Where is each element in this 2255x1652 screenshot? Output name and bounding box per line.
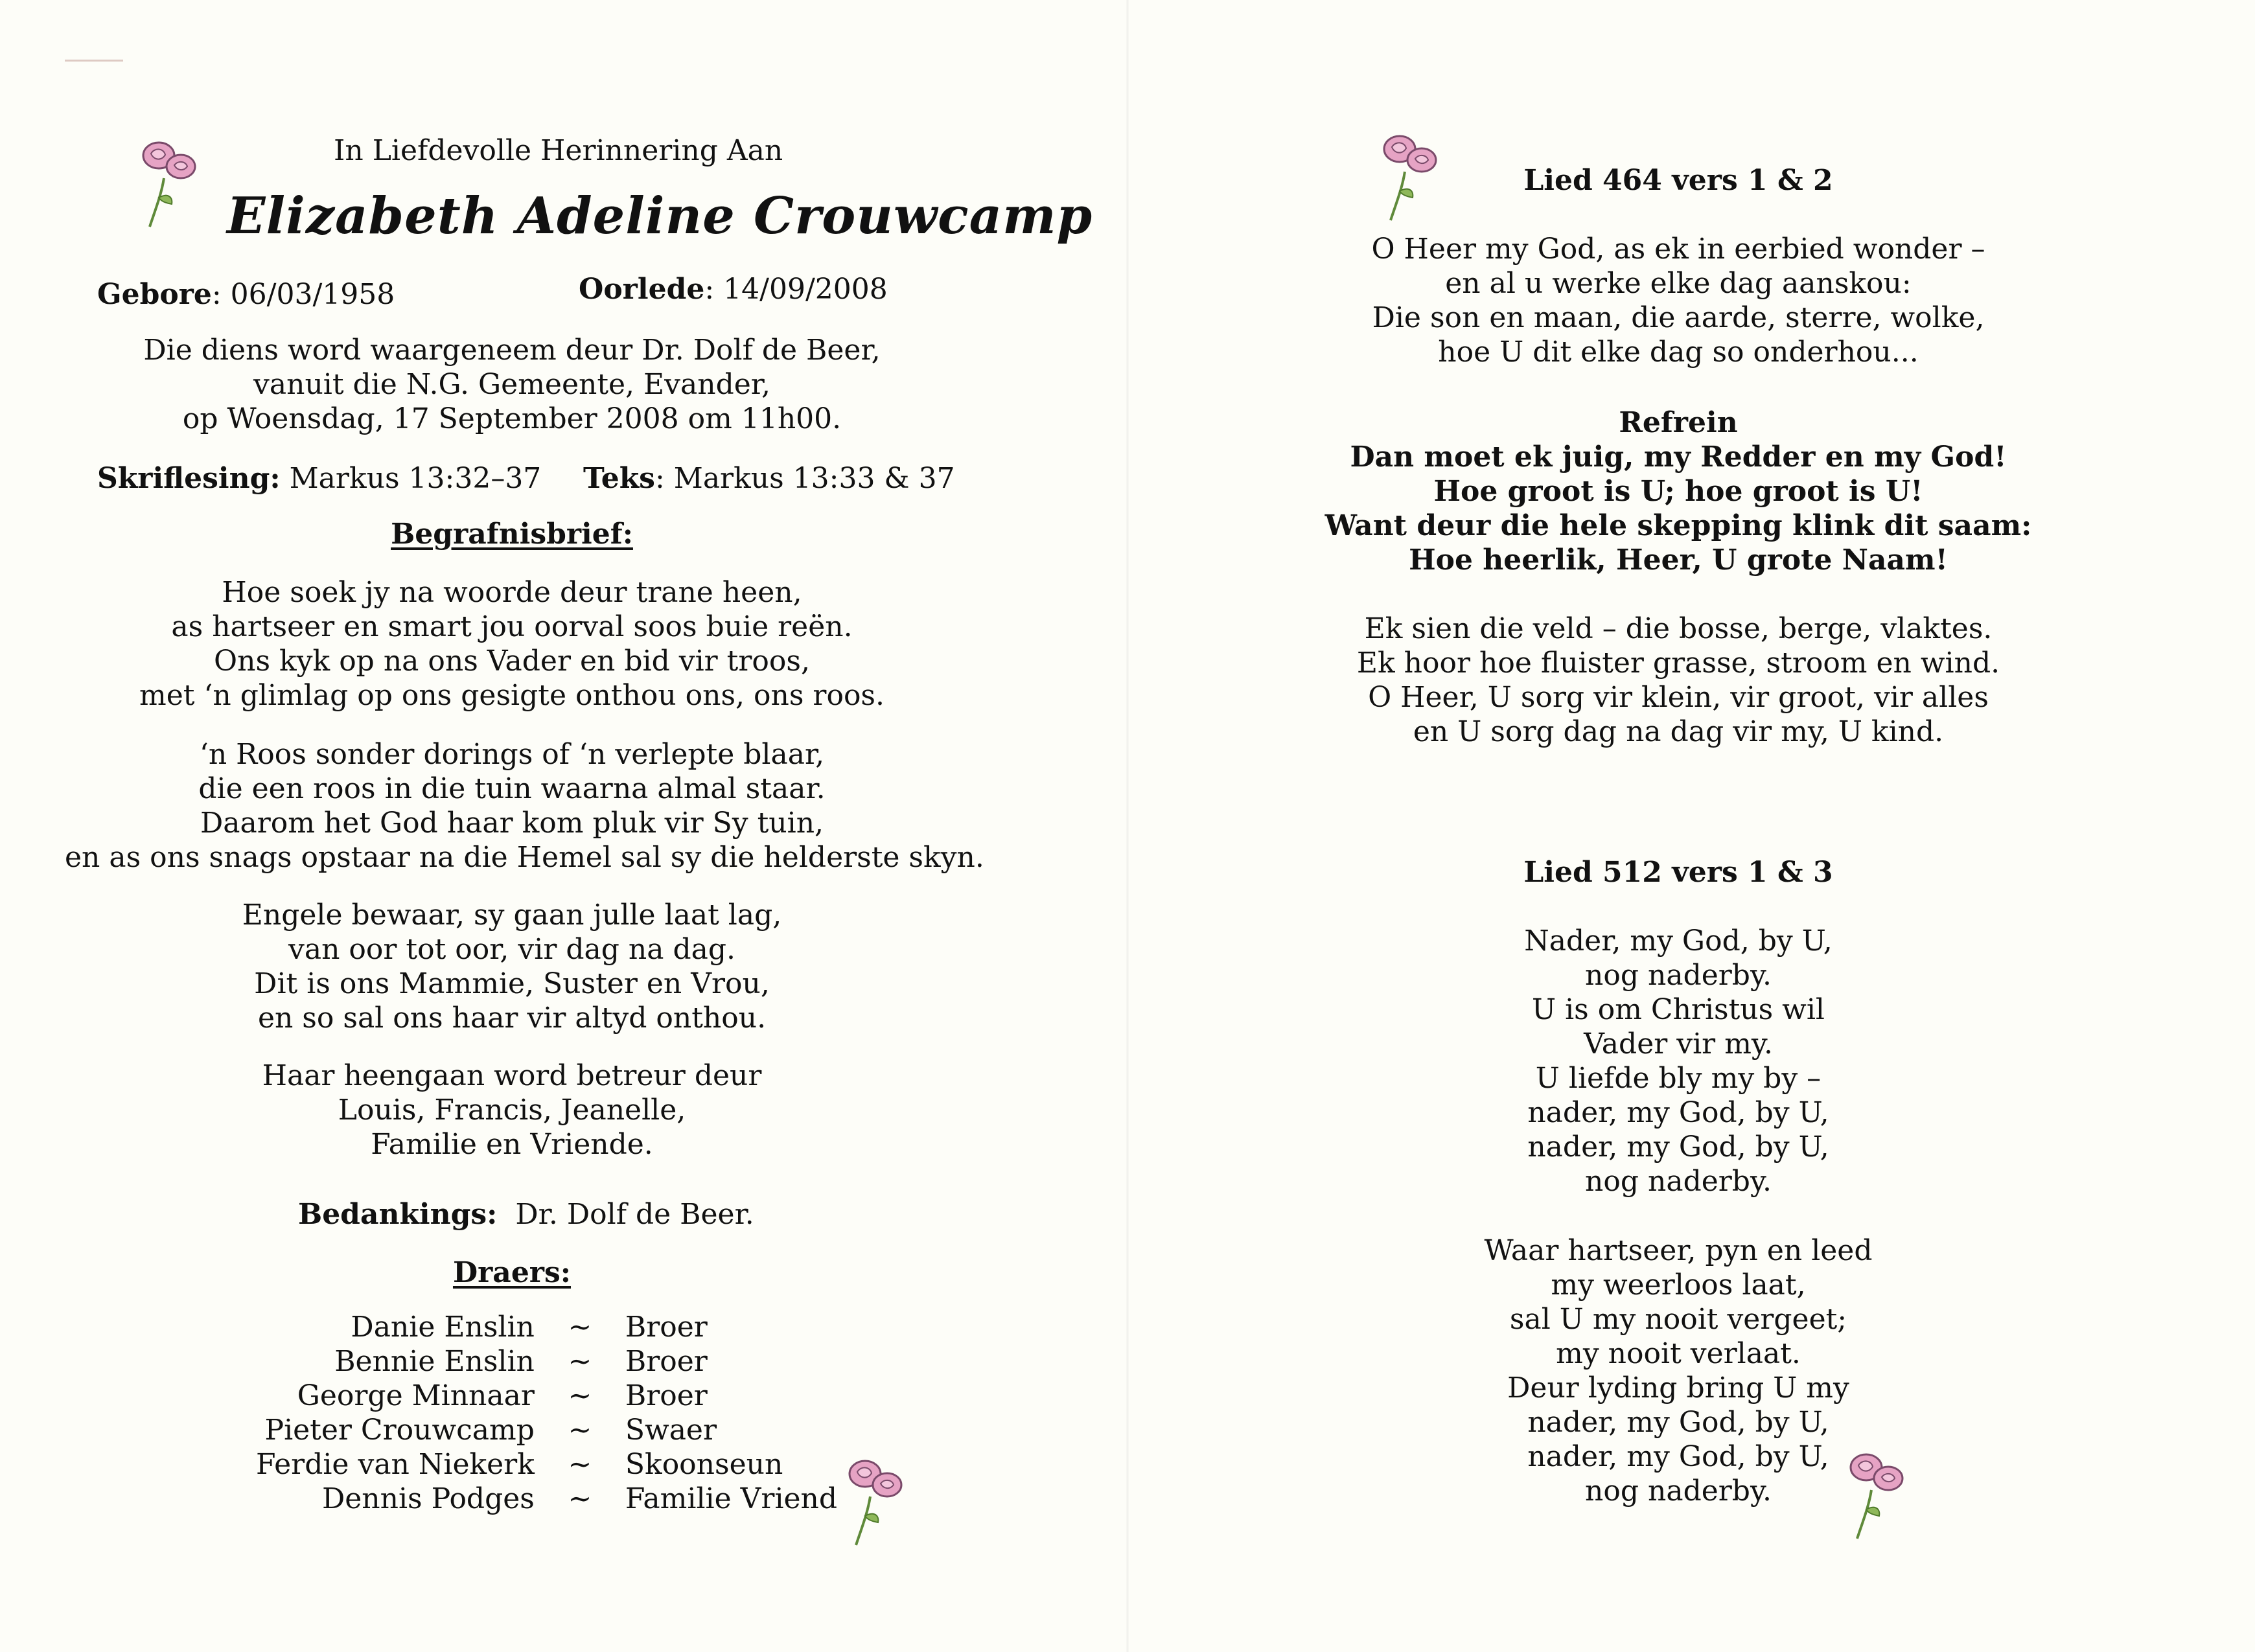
bearer-row xyxy=(256,1379,837,1413)
poem-line: met ‘n glimlag op ons gesigte onthou ons, ons roos. xyxy=(139,679,885,712)
hymn-line: en al u werke elke dag aanskou: xyxy=(1445,267,1912,300)
refrain xyxy=(1225,406,2132,577)
died-label: Oorlede xyxy=(579,273,705,306)
thanks-label: Bedankings: xyxy=(298,1198,498,1231)
hymn-line: U is om Christus wil xyxy=(1532,993,1825,1026)
hymn-line: Ek hoor hoe fluister grasse, stroom en wind. xyxy=(1356,647,2000,680)
refrain-line: Hoe heerlik, Heer, U grote Naam! xyxy=(1409,544,1948,577)
hymn-line: Nader, my God, by U, xyxy=(1524,924,1833,958)
bearer-row xyxy=(256,1310,837,1344)
hymn2-verse xyxy=(1257,1233,2099,1508)
hymn-line: O Heer my God, as ek in eerbied wonder – xyxy=(1371,233,1985,266)
reading-value: Markus 13:32–37 xyxy=(280,462,542,495)
born-value: : 06/03/1958 xyxy=(211,278,395,311)
bearers-title: Draers: xyxy=(452,1256,572,1289)
hymn-line: O Heer, U sorg vir klein, vir groot, vir alles xyxy=(1368,681,1989,714)
bearer-name: Bennie Enslin xyxy=(334,1345,535,1378)
thanks xyxy=(298,1197,754,1232)
refrain-line: Want deur die hele skepping klink dit saam: xyxy=(1324,509,2032,542)
hymn-line: nader, my God, by U, xyxy=(1527,1096,1829,1129)
hymn1-title: Lied 464 vers 1 & 2 xyxy=(1523,164,1833,197)
died-date xyxy=(579,272,888,306)
mourners-line: Haar heengaan word betreur deur xyxy=(262,1059,762,1092)
right-panel xyxy=(1128,0,2255,1652)
hymn-line: my weerloos laat, xyxy=(1551,1268,1806,1302)
service-line: vanuit die N.G. Gemeente, Evander, xyxy=(253,368,770,401)
rose-icon xyxy=(839,1451,910,1548)
hymn-line: hoe U dit elke dag so onderhou... xyxy=(1438,336,1919,369)
memorial-header: In Liefdevolle Herinnering Aan xyxy=(334,134,783,167)
hymn-line: nader, my God, by U, xyxy=(1527,1406,1829,1439)
bearer-relation: Broer xyxy=(625,1311,708,1344)
poem-line: Dit is ons Mammie, Suster en Vrou, xyxy=(254,967,770,1000)
poem-line: en so sal ons haar vir altyd onthou. xyxy=(257,1002,767,1035)
hymn-line: nog naderby. xyxy=(1585,959,1772,992)
bearer-name: Pieter Crouwcamp xyxy=(264,1414,535,1447)
hymn1-verse xyxy=(1257,232,2099,369)
refrain-line: Dan moet ek juig, my Redder en my God! xyxy=(1350,441,2007,474)
born-date xyxy=(97,277,395,312)
bearers-table xyxy=(256,1310,837,1516)
rose-icon xyxy=(1840,1445,1912,1542)
died-value: : 14/09/2008 xyxy=(704,273,888,306)
thanks-value: Dr. Dolf de Beer. xyxy=(515,1198,754,1231)
bearer-separator: ~ xyxy=(568,1345,592,1378)
reading-label: Skriflesing: xyxy=(97,462,281,495)
mourners-line: Louis, Francis, Jeanelle, xyxy=(338,1094,686,1127)
hymn-line: en U sorg dag na dag vir my, U kind. xyxy=(1413,715,1944,748)
poem-line: Ons kyk op na ons Vader en bid vir troos, xyxy=(214,645,810,678)
hymn1-verse xyxy=(1257,612,2099,749)
bearer-relation: Familie Vriend xyxy=(625,1482,838,1515)
refrain-line: Hoe groot is U; hoe groot is U! xyxy=(1433,475,1923,508)
hymn-line: nader, my God, by U, xyxy=(1527,1130,1829,1164)
bearer-relation: Swaer xyxy=(625,1414,717,1447)
deceased-name: Elizabeth Adeline Crouwcamp xyxy=(227,187,1093,246)
bearer-separator: ~ xyxy=(568,1482,592,1515)
hymn-line: nader, my God, by U, xyxy=(1527,1440,1829,1473)
service-line: Die diens word waargeneem deur Dr. Dolf de Beer, xyxy=(143,334,881,367)
bearer-relation: Skoonseun xyxy=(625,1448,783,1481)
bearer-row xyxy=(256,1482,837,1516)
bearer-name: Danie Enslin xyxy=(351,1311,535,1344)
bearer-relation: Broer xyxy=(625,1379,708,1412)
mourners xyxy=(91,1059,933,1162)
poem-line: van oor tot oor, vir dag na dag. xyxy=(288,933,735,966)
hymn-line: Vader vir my. xyxy=(1584,1027,1773,1061)
refrain-title: Refrein xyxy=(1619,406,1738,439)
service-details xyxy=(91,333,933,436)
bearer-row xyxy=(256,1413,837,1447)
born-label: Gebore xyxy=(97,278,212,311)
hymn-line: Deur lyding bring U my xyxy=(1507,1371,1849,1405)
poem-line: ‘n Roos sonder dorings of ‘n verlepte blaar, xyxy=(199,738,825,771)
bearer-relation: Broer xyxy=(625,1345,708,1378)
poem-line: Hoe soek jy na woorde deur trane heen, xyxy=(222,576,802,609)
hymn-line: nog naderby. xyxy=(1585,1474,1772,1508)
bearer-separator: ~ xyxy=(568,1379,592,1412)
mourners-line: Familie en Vriende. xyxy=(371,1128,653,1161)
hymn-line: Ek sien die veld – die bosse, berge, vlaktes. xyxy=(1364,612,1993,645)
poem-line: en as ons snags opstaar na die Hemel sal sy die helderste skyn. xyxy=(65,841,984,874)
hymn2-title: Lied 512 vers 1 & 3 xyxy=(1523,856,1833,889)
poem-line: Engele bewaar, sy gaan julle laat lag, xyxy=(242,899,782,932)
poem-line: die een roos in die tuin waarna almal staar. xyxy=(198,772,826,805)
poem-stanza xyxy=(65,737,984,875)
text-value: : Markus 13:33 & 37 xyxy=(654,462,955,495)
rose-icon xyxy=(133,133,204,230)
bearer-row xyxy=(256,1447,837,1482)
bearer-row xyxy=(256,1344,837,1379)
scripture-reading xyxy=(97,461,541,496)
bearer-separator: ~ xyxy=(568,1448,592,1481)
poem-stanza xyxy=(91,898,933,1035)
bearer-name: Dennis Podges xyxy=(321,1482,535,1515)
bearer-name: Ferdie van Niekerk xyxy=(256,1448,535,1481)
hymn-line: Die son en maan, die aarde, sterre, wolke, xyxy=(1372,301,1985,334)
poem-line: as hartseer en smart jou oorval soos buie reën. xyxy=(171,610,853,643)
bearer-separator: ~ xyxy=(568,1311,592,1344)
text-label: Teks xyxy=(583,462,655,495)
hymn-line: my nooit verlaat. xyxy=(1556,1337,1801,1370)
letter-title: Begrafnisbrief: xyxy=(391,518,633,551)
bearer-name: George Minnaar xyxy=(297,1379,535,1412)
hymn-line: U liefde bly my by – xyxy=(1535,1062,1821,1095)
service-line: op Woensdag, 17 September 2008 om 11h00. xyxy=(182,402,842,435)
hymn2-verse xyxy=(1257,924,2099,1199)
poem-stanza xyxy=(65,575,959,713)
bearer-separator: ~ xyxy=(568,1414,592,1447)
sermon-text xyxy=(583,461,955,496)
hymn-line: sal U my nooit vergeet; xyxy=(1509,1303,1847,1336)
hymn-line: nog naderby. xyxy=(1585,1165,1772,1198)
hymn-line: Waar hartseer, pyn en leed xyxy=(1484,1234,1873,1267)
poem-line: Daarom het God haar kom pluk vir Sy tuin, xyxy=(200,807,824,840)
